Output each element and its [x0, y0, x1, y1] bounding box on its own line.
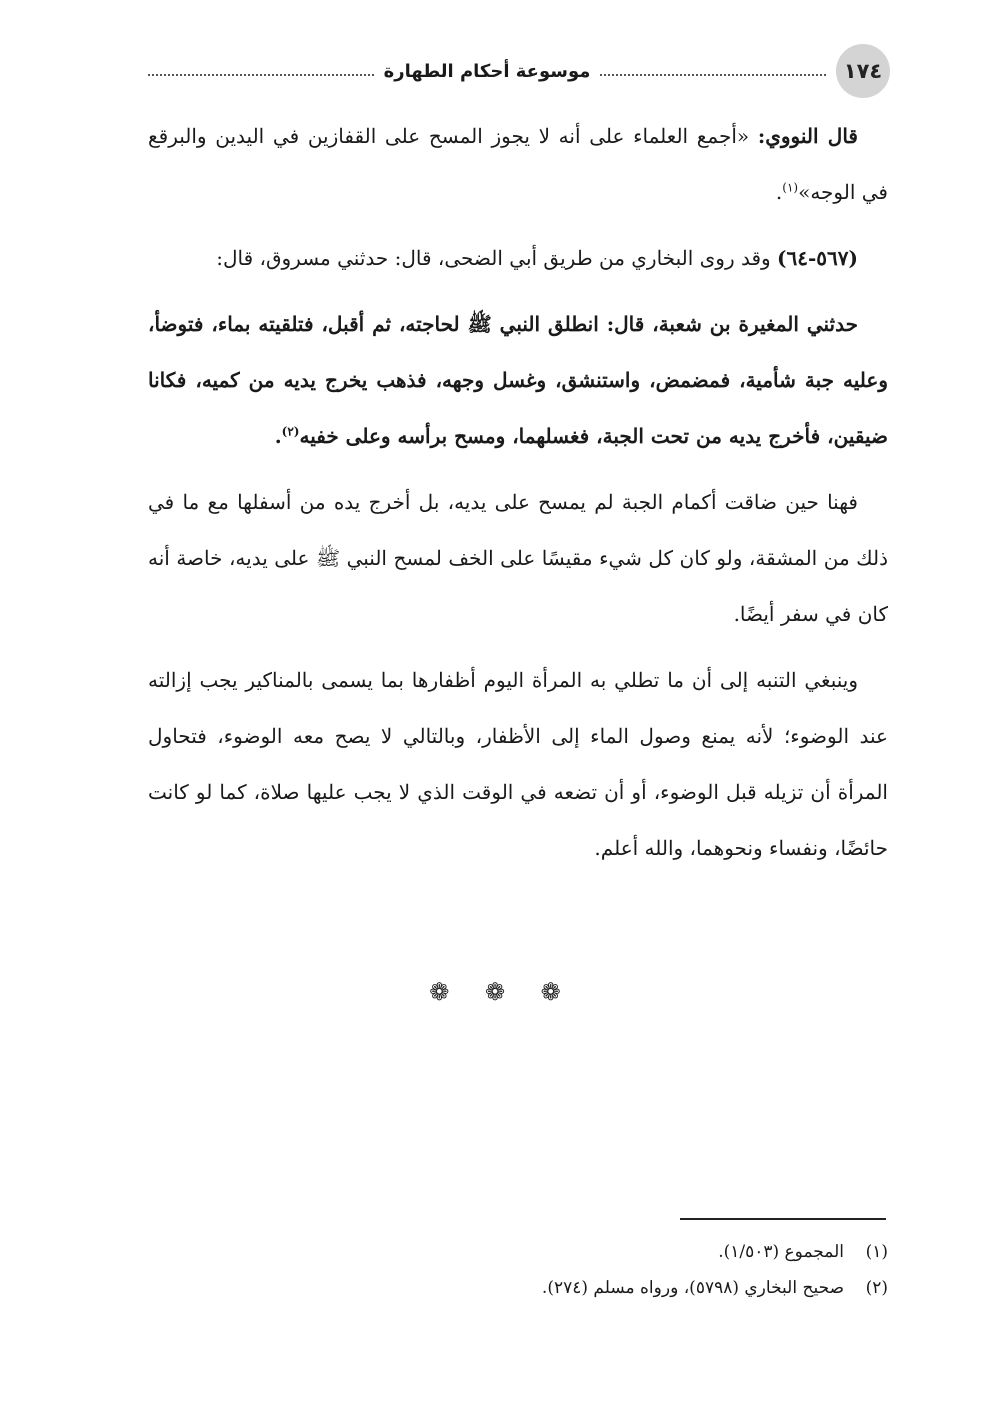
quote-text: «أجمع العلماء على أنه لا يجوز المسح على القفازين في اليدين والبرقع في الوجه»	[148, 124, 888, 204]
period: .	[274, 424, 282, 448]
footnote-text: المجموع (١/٥٠٣).	[718, 1242, 844, 1262]
main-text	[148, 108, 888, 886]
leader-dots-right	[600, 74, 826, 76]
hadith-text: حدثني المغيرة بن شعبة، قال: انطلق النبي ﷺ لحاجته، ثم أقبل، فتلقيته بماء، فتوضأ، وعليه جبة شأمية، فمضمض، واستنشق، وغسل وجهه، فذهب يخرج يديه من كميه، فكانا ضيقين، فأخرج يديه من تحت الجبة، فغسلهما، ومسح برأسه وعلى خفيه	[148, 312, 888, 448]
footnote-1	[148, 1234, 888, 1270]
footnotes	[148, 1234, 888, 1306]
period: .	[775, 180, 783, 204]
speaker-label: قال النووي:	[757, 124, 858, 148]
footnote-text: صحيح البخاري (٥٧٩٨)، ورواه مسلم (٢٧٤).	[541, 1278, 844, 1298]
footnote-ref-1[interactable]: (١)	[782, 180, 799, 195]
footnote-ref-2[interactable]: (٢)	[281, 424, 300, 439]
footnote-2	[148, 1270, 888, 1306]
page-number-badge: ١٧٤	[836, 44, 890, 98]
section-ornament: ❁ ❁ ❁	[429, 978, 575, 1006]
chain-text: وقد روى البخاري من طريق أبي الضحى، قال: حدثني مسروق، قال:	[216, 246, 778, 270]
paragraph-nawawi-quote	[148, 108, 888, 220]
running-title: موسوعة أحكام الطهارة	[383, 60, 591, 82]
leader-dots-left	[148, 74, 374, 76]
paragraph-hadith-chain	[148, 230, 888, 286]
paragraph-explanation: فهنا حين ضاقت أكمام الجبة لم يمسح على يديه، بل أخرج يده من أسفلها مع ما في ذلك من المشقة، ولو كان كل شيء مقيسًا على الخف لمسح النبي ﷺ على يديه، خاصة أنه كان في سفر أيضًا.	[148, 490, 888, 626]
hadith-number: (٥٦٧-٦٤)	[777, 246, 858, 270]
running-title-row	[148, 56, 826, 86]
footnote-number: (١)	[865, 1242, 888, 1262]
paragraph-nail-polish: وينبغي التنبه إلى أن ما تطلي به المرأة اليوم أظفارها بما يسمى بالمناكير يجب إزالته عند الوضوء؛ لأنه يمنع وصول الماء إلى الأظفار، وبالتالي لا يصح معه الوضوء، فتحاول المرأة أن تزيله قبل الوضوء، أو أن تضعه في الوقت الذي لا يجب عليها صلاة، كما لو كانت حائضًا، ونفساء ونحوهما، والله أعلم.	[148, 668, 888, 860]
footnote-divider	[680, 1218, 886, 1220]
page-header	[148, 44, 890, 100]
paragraph-hadith-text	[148, 296, 888, 464]
footnote-number: (٢)	[865, 1278, 888, 1298]
